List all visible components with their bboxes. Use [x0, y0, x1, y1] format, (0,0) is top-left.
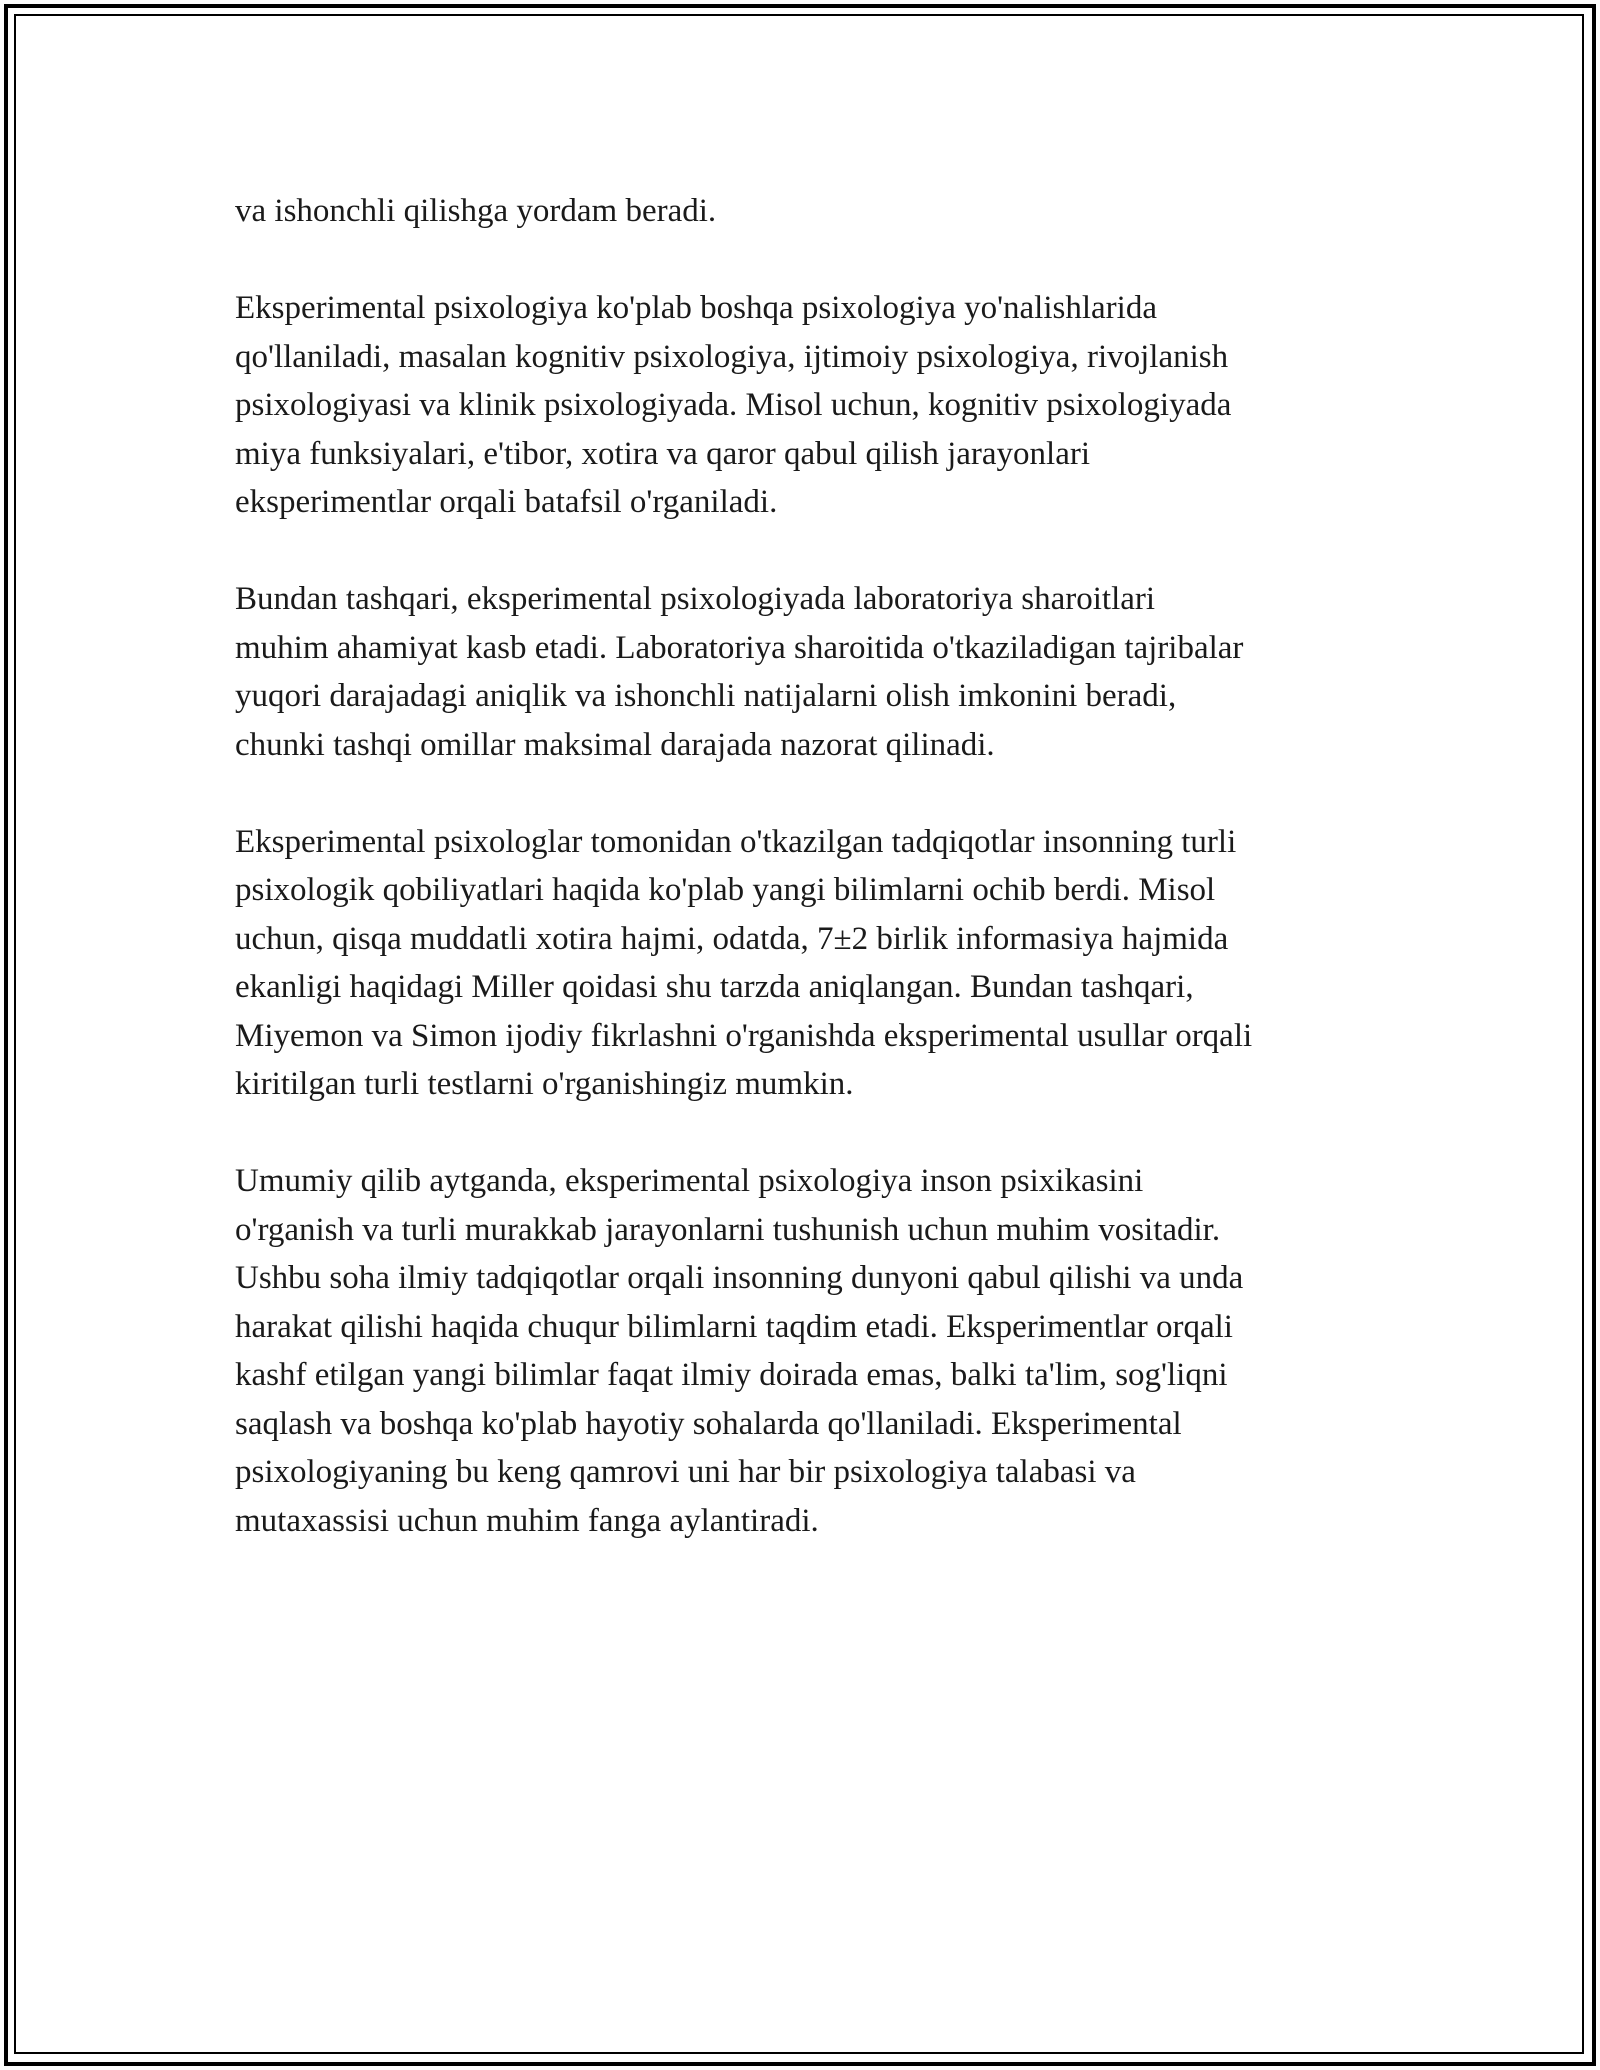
text-line: chunki tashqi omillar maksimal darajada nazorat qilinadi.	[235, 726, 995, 763]
text-line: qo'llaniladi, masalan kognitiv psixologiya, ijtimoiy psixologiya, rivojlanish	[235, 338, 1229, 375]
text-line: Eksperimental psixologiya ko'plab boshqa psixologiya yo'nalishlarida	[235, 290, 1157, 326]
document-body	[235, 187, 1375, 1594]
paragraph-5	[235, 1157, 1375, 1545]
paragraph-1	[235, 187, 1375, 236]
text-line: ekanligi haqidagi Miller qoidasi shu tarzda aniqlangan. Bundan tashqari,	[235, 969, 1194, 1005]
text-line: psixologiyaning bu keng qamrovi uni har bir psixologiya talabasi va	[235, 1454, 1136, 1490]
text-line: muhim ahamiyat kasb etadi. Laboratoriya sharoitida o'tkaziladigan tajribalar	[235, 629, 1244, 666]
text-line: psixologik qobiliyatlari haqida ko'plab yangi bilimlarni ochib berdi. Misol	[235, 872, 1216, 908]
text-line: harakat qilishi haqida chuqur bilimlarni taqdim etadi. Eksperimentlar orqali	[235, 1308, 1233, 1345]
text-line: mutaxassisi uchun muhim fanga aylantiradi.	[235, 1502, 819, 1539]
text-line: Miyemon va Simon ijodiy fikrlashni o'rganishda eksperimental usullar orqali	[235, 1017, 1253, 1054]
text-line: saqlash va boshqa ko'plab hayotiy sohalarda qo'llaniladi. Eksperimental	[235, 1405, 1182, 1442]
text-line: va ishonchli qilishga yordam beradi.	[235, 193, 717, 229]
paragraph-4	[235, 818, 1375, 1109]
text-line: yuqori darajadagi aniqlik va ishonchli natijalarni olish imkonini beradi,	[235, 678, 1177, 714]
paragraph-2	[235, 284, 1375, 527]
text-line: miya funksiyalari, e'tibor, xotira va qaror qabul qilish jarayonlari	[235, 435, 1091, 472]
text-line: kiritilgan turli testlarni o'rganishingiz mumkin.	[235, 1066, 854, 1102]
text-line: uchun, qisqa muddatli xotira hajmi, odatda, 7±2 birlik informasiya hajmida	[235, 920, 1229, 957]
text-line: Eksperimental psixologlar tomonidan o'tkazilgan tadqiqotlar insonning turli	[235, 823, 1237, 860]
text-line: Umumiy qilib aytganda, eksperimental psixologiya inson psixikasini	[235, 1163, 1144, 1199]
text-line: o'rganish va turli murakkab jarayonlarni tushunish uchun muhim vositadir.	[235, 1211, 1221, 1248]
paragraph-3	[235, 575, 1375, 769]
text-line: psixologiyasi va klinik psixologiyada. Misol uchun, kognitiv psixologiyada	[235, 387, 1232, 423]
text-line: Bundan tashqari, eksperimental psixologiyada laboratoriya sharoitlari	[235, 581, 1156, 617]
text-line: Ushbu soha ilmiy tadqiqotlar orqali insonning dunyoni qabul qilishi va unda	[235, 1260, 1244, 1296]
text-line: kashf etilgan yangi bilimlar faqat ilmiy doirada emas, balki ta'lim, sog'liqni	[235, 1357, 1228, 1393]
text-line: eksperimentlar orqali batafsil o'rganiladi.	[235, 484, 778, 520]
